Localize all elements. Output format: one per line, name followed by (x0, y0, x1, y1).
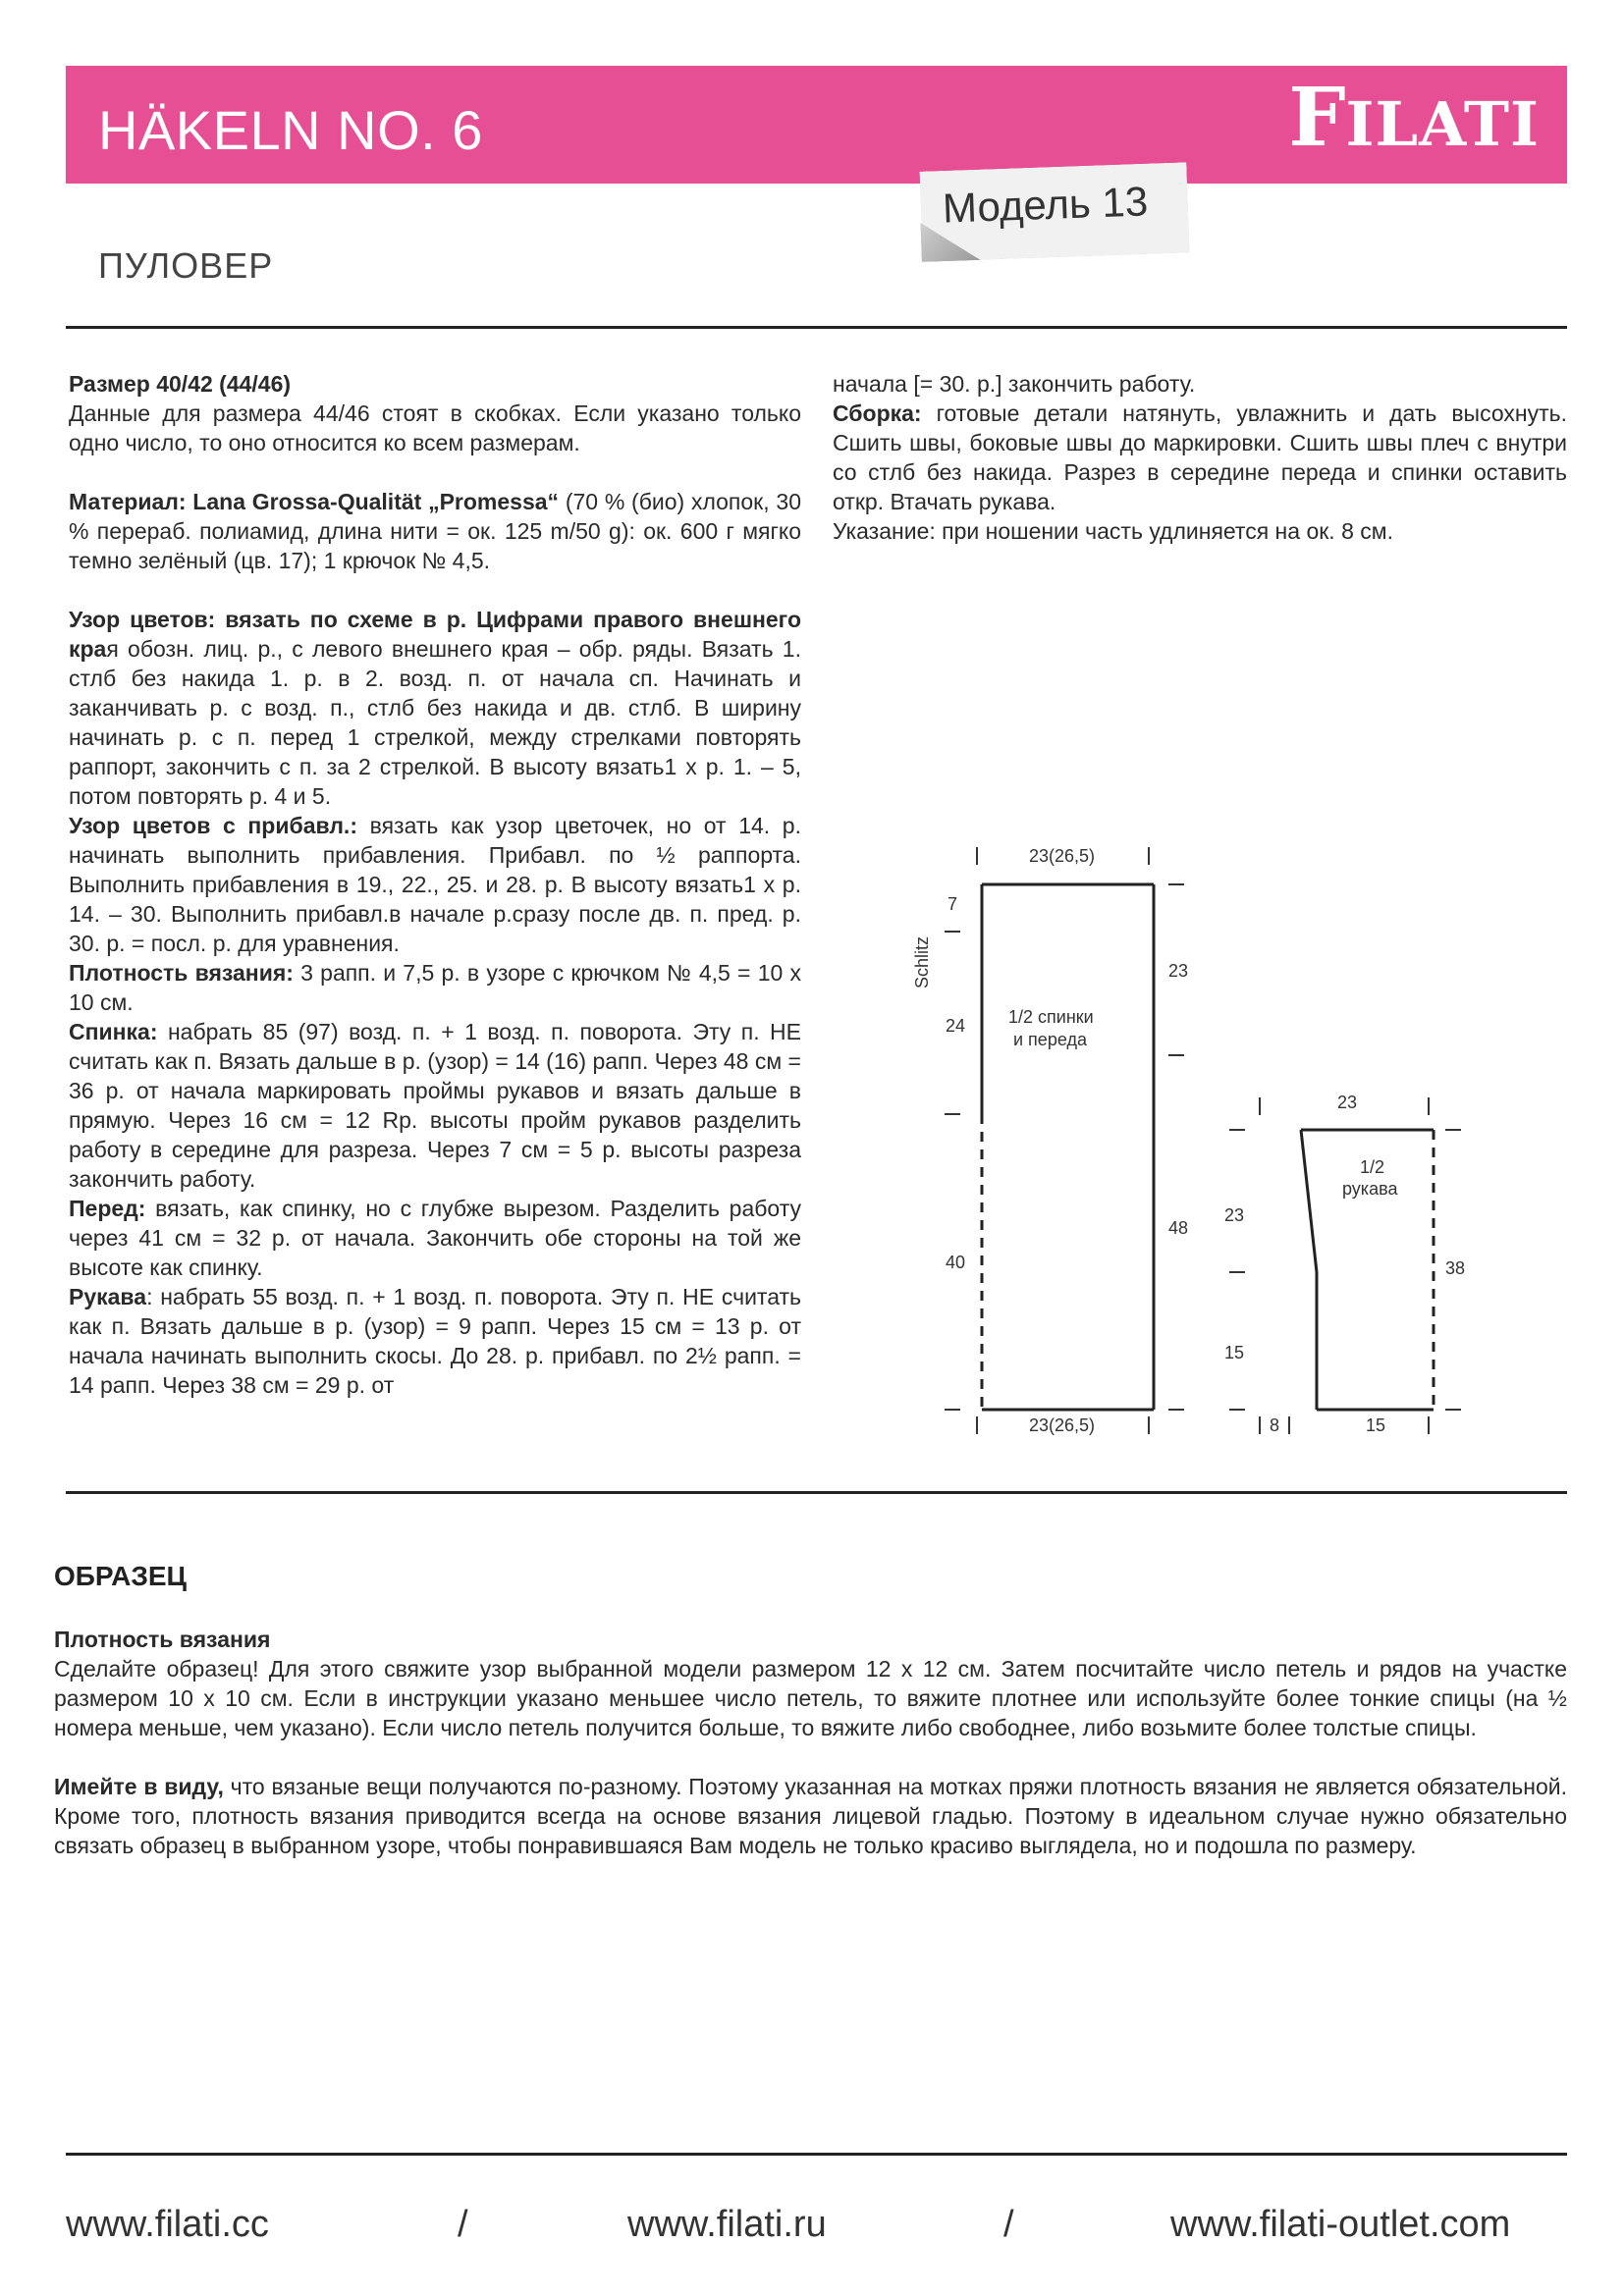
footer-link-filati-ru[interactable]: www.filati.ru (627, 2204, 827, 2245)
magazine-title: HÄKELN NO. 6 (98, 99, 483, 161)
right-column (833, 369, 1567, 546)
size-heading: Размер 40/42 (44/46) (69, 371, 292, 397)
middle-divider (66, 1491, 1567, 1494)
body-label-line2: и переда (1013, 1030, 1087, 1049)
material-paragraph: Материал: Lana Grossa-Qualität „Promessa“ (70 % (био) хлопок, 30 % перераб. полиамид, длина нити = ок. 125 m/50 g): ок. 600 г мягко темно зелёный (цв. 17); 1 крючок № 4,5. (69, 489, 801, 573)
sample-gauge-heading: Плотность вязания (54, 1627, 271, 1652)
sample-note-paragraph: Имейте в виду, что вязаные вещи получаются по-разному. Поэтому указанная на мотках пряжи плотность вязания не является обязательной. Кроме того, плотность вязания приводится всегда на основе вязания лицевой гладью. Поэтому в идеальном случае нужно обязательно связать образец в выбранном узоре, чтобы понравившаяся Вам модель не только красиво выглядела, но и подошла по размеру. (54, 1774, 1568, 1858)
sleeve-top-width: 23 (1337, 1093, 1358, 1112)
sleeve-tick-marks (1229, 1097, 1461, 1434)
sample-title: ОБРАЗЕЦ (54, 1561, 188, 1591)
bottom-divider (66, 2153, 1567, 2156)
sample-gauge-text: Сделайте образец! Для этого свяжите узор выбранной модели размером 12 х 12 см. Затем посчитайте число петель и рядов на участке размером 10 х 10 см. Если в инструкции указано меньшее число петель, то вяжите плотнее или используйте более тонкие спицы (на ½ номера меньше, чем указано). Если число петель получится больше, то вяжите либо свободнее, либо возьмите более толстые спицы. (54, 1656, 1567, 1740)
gauge-paragraph: Плотность вязания: 3 рапп. и 7,5 р. в узоре с крючком № 4,5 = 10 х 10 см. (69, 960, 802, 1015)
slit-height: 7 (947, 894, 958, 914)
back-paragraph: Спинка: набрать 85 (97) возд. п. + 1 возд. п. поворота. Эту п. НЕ считать как п. Вязать дальше в р. (узор) = 14 (16) рапп. Через 48 см = 36 р. от начала маркировать проймы рукавов и вязать дальше в прямую. Через 16 см = 12 Rp. высоты пройм рукавов разделить работу в середине для разреза. Через 7 см = 5 р. высоты разреза закончить работу. (69, 1019, 801, 1192)
body-label-line1: 1/2 спинки (1008, 1007, 1094, 1027)
armhole-height: 24 (946, 1016, 966, 1036)
filati-logo: FILATI (1288, 71, 1540, 165)
right-lower-height: 48 (1168, 1218, 1189, 1238)
header-banner (66, 66, 1567, 184)
sleeve-bottom-right: 15 (1366, 1415, 1386, 1435)
top-divider (66, 326, 1567, 329)
body-piece-outline (982, 884, 1154, 1410)
assembly-paragraph: Сборка: готовые детали натянуть, увлажнить и дать высохнуть. Сшить швы, боковые швы до маркировки. Сшить швы плеч с внутри со стлб без накида. Разрез в середине переда и спинки оставить откр. Втачать рукава. (833, 400, 1567, 514)
increase-paragraph: Узор цветов с прибавл.: вязать как узор цветочек, но от 14. р. начинать выполнить прибавления. Прибавл. по ½ раппорта. Выполнить прибавления в 19., 22., 25. и 28. р. В высоту вязать1 х р. 14. – 30. Выполнить прибавл.в начале р.сразу после дв. п. пред. р. 30. р. = посл. р. для уравнения. (69, 813, 801, 956)
model-number: Модель 13 (942, 178, 1149, 232)
footer-separator-2: / (1003, 2204, 1014, 2245)
sleeve-bottom-left: 8 (1270, 1415, 1280, 1435)
sample-section (54, 1625, 1567, 1860)
sleeve-label-line2: рукава (1342, 1179, 1398, 1199)
body-top-width: 23(26,5) (1029, 846, 1096, 866)
left-column (69, 369, 801, 1400)
sleeve-label-line1: 1/2 (1360, 1157, 1385, 1177)
slit-label: Schlitz (912, 935, 932, 988)
pattern-schematic (884, 839, 1492, 1458)
continuation-text: начала [= 30. р.] закончить работу. (833, 371, 1196, 397)
sleeve-left-lower: 15 (1224, 1343, 1245, 1362)
pattern-paragraph: Узор цветов: вязать по схеме в р. Цифрами правого внешнего края обозн. лиц. р., с левого внешнего края – обр. ряды. Вязать 1. стлб без накида 1. р. в 2. возд. п. от начала сп. Начинать и заканчивать р. с возд. п., стлб без накида и дв. стлб. В ширину начинать р. с п. перед 1 стрелкой, между стрелками повторять раппорт, закончить с п. за 2 стрелкой. В высоту вязать1 х р. 1. – 5, потом повторять р. 4 и 5. (69, 607, 801, 809)
footer-separator-1: / (458, 2204, 468, 2245)
sleeve-paragraph: Рукава: набрать 55 возд. п. + 1 возд. п. поворота. Эту п. НЕ считать как п. Вязать дальше в р. (узор) = 9 рапп. Через 15 см = 13 р. от начала начинать выполнить скосы. До 28. р. прибавл. по 2½ рапп. = 14 рапп. Через 38 см = 29 р. от (69, 1284, 801, 1398)
page-subtitle: ПУЛОВЕР (98, 245, 274, 286)
right-upper-height: 23 (1168, 961, 1189, 981)
sleeve-right-height: 38 (1445, 1258, 1466, 1278)
size-text: Данные для размера 44/46 стоят в скобках. Если указано только одно число, то оно относится ко всем размерам. (69, 400, 801, 455)
footer-link-filati-cc[interactable]: www.filati.cc (66, 2204, 269, 2245)
wear-note: Указание: при ношении часть удлиняется на ок. 8 см. (833, 518, 1393, 544)
lower-left-height: 40 (946, 1253, 966, 1272)
footer-link-filati-outlet[interactable]: www.filati-outlet.com (1170, 2204, 1511, 2245)
front-paragraph: Перед: вязать, как спинку, но с глубже вырезом. Разделить работу через 41 см = 32 р. от начала. Закончить обе стороны на той же высоте как спинку. (69, 1196, 801, 1280)
sleeve-left-upper: 23 (1224, 1205, 1245, 1225)
body-bottom-width: 23(26,5) (1029, 1415, 1096, 1435)
